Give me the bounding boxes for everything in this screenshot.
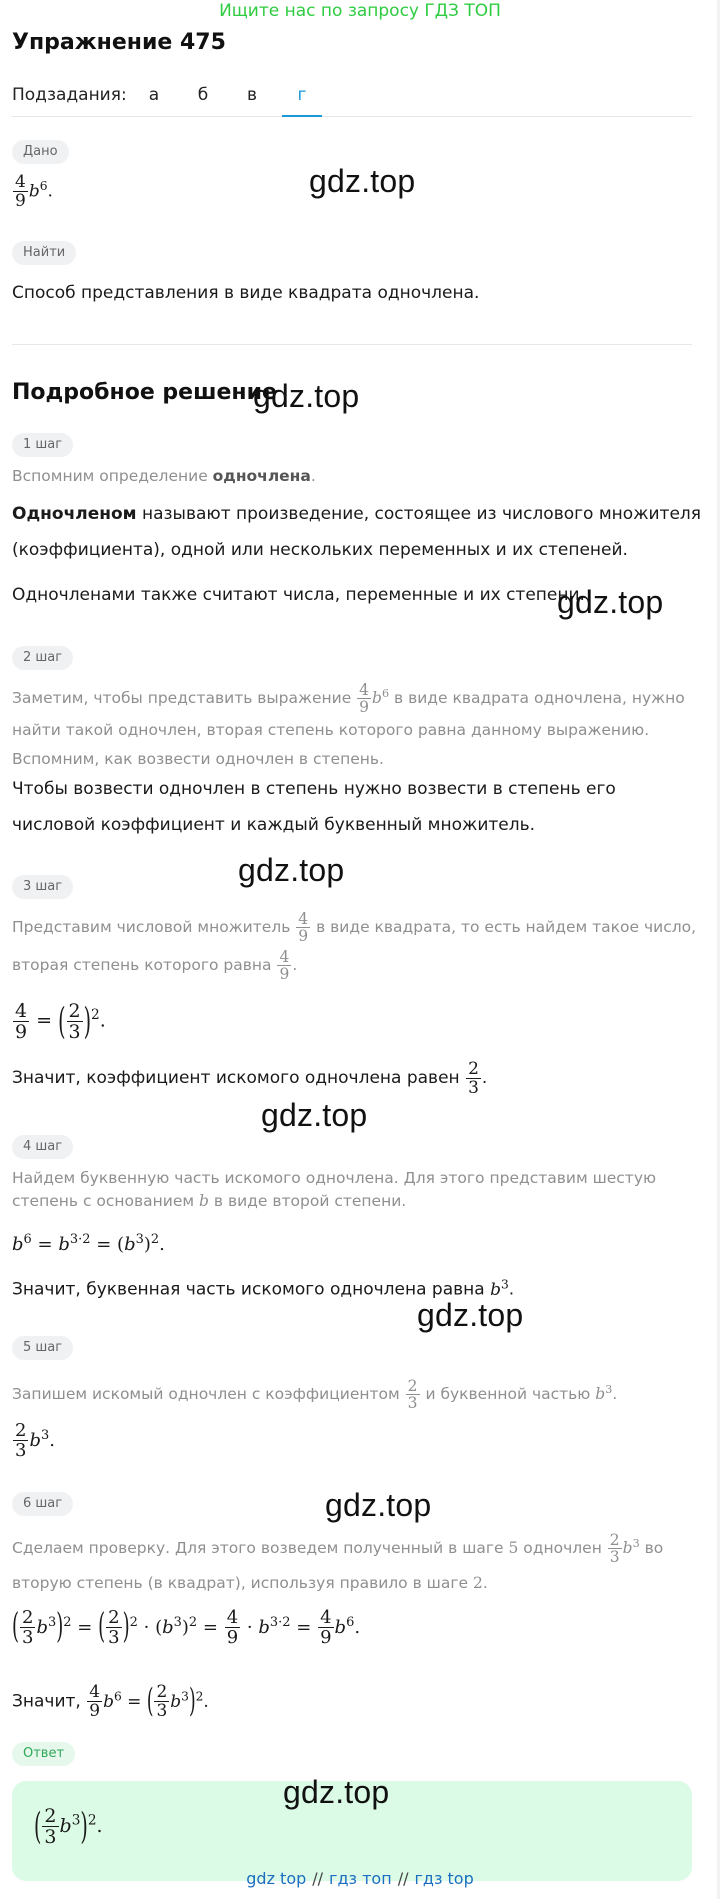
step-4-conclusion: Значит, буквенная часть искомого одночлена равна $b^3$.	[12, 1277, 515, 1300]
watermark: gdz.top	[253, 378, 360, 414]
step-2-pill: 2 шаг	[12, 646, 73, 670]
solution-title: Подробное решение	[12, 380, 277, 405]
step-1-definition: Одночленом называют произведение, состоящее из числового множителя (коэффициента), одной или нескольких переменных и их степеней.	[12, 504, 702, 560]
step-5-pill: 5 шаг	[12, 1336, 73, 1360]
answer-pill: Ответ	[12, 1742, 75, 1766]
step-4-formula: $b^6 = b^{3\cdot 2} = (b^3)^2$.	[12, 1232, 165, 1256]
step-2-rule: Чтобы возвести одночлен в степень нужно возвести в степень его числовой коэффициент и каждый буквенный множитель.	[12, 779, 616, 835]
step-3-pill: 3 шаг	[12, 875, 73, 899]
step-3-formula: $\frac{4}{9}$ = ( $\frac{2}{3}$ )$^2$.	[15, 999, 106, 1043]
footer-separator: //	[397, 1869, 409, 1888]
tab-v[interactable]: в	[246, 85, 258, 105]
watermark: gdz.top	[261, 1097, 368, 1133]
find-text: Способ представления в виде квадрата одночлена.	[12, 283, 480, 303]
divider	[12, 344, 692, 345]
watermark: gdz.top	[557, 584, 664, 620]
given-pill: Дано	[12, 140, 69, 164]
footer-link-gdz-top-mixed[interactable]: гдз top	[414, 1869, 474, 1888]
given-expression: $\frac{4}{9}$ $b^6$.	[15, 172, 53, 212]
step-4-hint: Найдем буквенную часть искомого одночлена. Для этого представим шестую степень с основанием b в виде второй степени.	[12, 1169, 657, 1210]
step-1-hint: Вспомним определение одночлена.	[12, 467, 316, 485]
watermark: gdz.top	[283, 1774, 390, 1810]
watermark: gdz.top	[238, 852, 345, 888]
tab-b[interactable]: б	[197, 85, 209, 105]
step-6-conclusion: Значит, $\frac{4}{9}$ $b^6$ = ( $\frac{2}{3}$ $b^3)^2$.	[12, 1682, 209, 1722]
step-3-hint: Представим числовой множитель $\frac{4}{9}$ в виде квадрата, то есть найдем такое число, вторая степень которого равна $\frac{4}{9}$ .	[12, 909, 697, 983]
footer-link-gdz-top-ru[interactable]: гдз топ	[329, 1869, 392, 1888]
tab-g[interactable]: г	[282, 85, 322, 117]
footer-links	[0, 1869, 720, 1888]
step-6-check-formula: ( $\frac{2}{3}$ $b^3)^2$ = ( $\frac{2}{3}$ )$^2 \cdot (b^3)^2$ = $\frac{4}{9}$ · $b^{3\cdot 2}$ = $\frac{4}{9}$ $b^6$.	[12, 1607, 361, 1649]
step-2-hint: Заметим, чтобы представить выражение $\frac{4}{9}$ $b^6$ в виде квадрата одночлена, нужно найти такой одночлен, вторая степень которого равна данному выражению. Вспомним, как возвести одночлен в степень.	[12, 680, 685, 768]
footer-separator: //	[312, 1869, 324, 1888]
watermark: gdz.top	[417, 1297, 524, 1333]
search-banner: Ищите нас по запросу ГДЗ ТОП	[219, 1, 501, 21]
find-pill: Найти	[12, 241, 76, 265]
step-3-conclusion: Значит, коэффициент искомого одночлена равен $\frac{2}{3}$ .	[12, 1058, 488, 1098]
answer-formula: ( $\frac{2}{3}$ $b^3)^2$.	[34, 1805, 103, 1848]
tab-a[interactable]: а	[148, 85, 160, 105]
page-title: Упражнение 475	[12, 30, 226, 55]
subtask-tabs	[12, 83, 692, 117]
step-6-hint: Сделаем проверку. Для этого возведем полученный в шаге 5 одночлен $\frac{2}{3}$ $b^3$ во вторую степень (в квадрат), используя правило в шаге 2.	[12, 1530, 664, 1592]
step-1-also: Одночленами также считают числа, переменные и их степени.	[12, 585, 585, 605]
step-4-pill: 4 шаг	[12, 1135, 73, 1159]
subtasks-label: Подзадания:	[12, 85, 127, 105]
step-6-pill: 6 шаг	[12, 1492, 73, 1516]
footer-link-gdz-top[interactable]: gdz top	[246, 1869, 307, 1888]
step-5-result: $\frac{2}{3}$ $b^3$.	[15, 1420, 55, 1462]
step-5-hint: Запишем искомый одночлен с коэффициентом $\frac{2}{3}$ и буквенной частью $b^3$.	[12, 1376, 618, 1413]
watermark: gdz.top	[309, 163, 416, 199]
watermark: gdz.top	[325, 1487, 432, 1523]
step-1-pill: 1 шаг	[12, 433, 73, 457]
